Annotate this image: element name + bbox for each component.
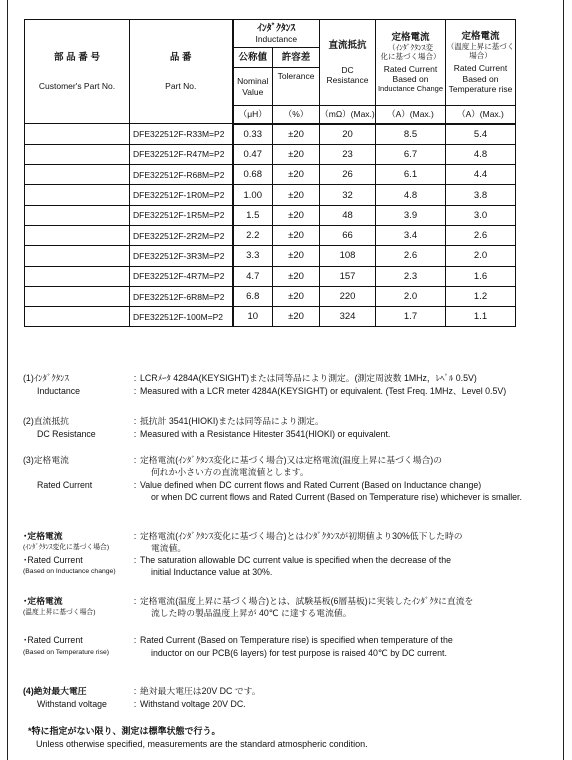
rc2-unit: （A）(Max.) xyxy=(446,106,516,124)
rc2-cell: 5.4 xyxy=(446,124,516,145)
customer-part-header: 部 品 番 号 Customer's Part No. xyxy=(25,20,130,124)
tolerance-cell: ±20 xyxy=(273,205,320,225)
dcr-cell: 220 xyxy=(320,286,376,306)
customer-part-cell xyxy=(25,307,130,327)
table-row xyxy=(25,144,516,164)
rc2-cell: 2.6 xyxy=(446,225,516,245)
customer-part-cell xyxy=(25,266,130,286)
rc1-cell: 2.6 xyxy=(376,246,446,266)
tolerance-cell: ±20 xyxy=(273,246,320,266)
footer-note: *特に指定がない限り、測定は標準状態で行う。 Unless otherwise specified, measurements are the standard atmospheric condition. xyxy=(28,726,368,749)
part-no-cell: DFE322512F-6R8M=P2 xyxy=(130,286,233,306)
dcr-cell: 324 xyxy=(320,307,376,327)
customer-part-cell xyxy=(25,185,130,205)
nominal-cell: 6.8 xyxy=(233,286,273,306)
nominal-cell: 1.00 xyxy=(233,185,273,205)
tolerance-jp-header: 許容差 xyxy=(273,48,320,68)
nominal-cell: 4.7 xyxy=(233,266,273,286)
spec-table xyxy=(24,19,516,327)
rc1-unit: （A）(Max.) xyxy=(376,106,446,124)
rated-current-inductance-header: 定格電流 （ｲﾝﾀﾞｸﾀﾝｽ変 化に基づく場合） Rated Current Based on Inductance Change xyxy=(376,20,446,106)
rc2-cell: 2.0 xyxy=(446,246,516,266)
customer-part-cell xyxy=(25,144,130,164)
nominal-en-header: Nominal Value xyxy=(233,68,273,106)
part-no-cell: DFE322512F-2R2M=P2 xyxy=(130,225,233,245)
rc2-cell: 3.0 xyxy=(446,205,516,225)
customer-part-cell xyxy=(25,286,130,306)
dcr-cell: 66 xyxy=(320,225,376,245)
customer-part-cell xyxy=(25,225,130,245)
rc1-cell: 3.4 xyxy=(376,225,446,245)
nominal-cell: 0.33 xyxy=(233,124,273,145)
part-no-cell: DFE322512F-R33M=P2 xyxy=(130,124,233,145)
rc2-cell: 4.4 xyxy=(446,165,516,185)
customer-part-cell xyxy=(25,205,130,225)
table-row xyxy=(25,307,516,327)
rc2-cell: 1.2 xyxy=(446,286,516,306)
rc1-cell: 6.7 xyxy=(376,144,446,164)
dcr-cell: 157 xyxy=(320,266,376,286)
customer-part-cell xyxy=(25,246,130,266)
nominal-cell: 3.3 xyxy=(233,246,273,266)
table-row xyxy=(25,165,516,185)
table-row xyxy=(25,124,516,145)
dcr-cell: 48 xyxy=(320,205,376,225)
part-no-cell: DFE322512F-R68M=P2 xyxy=(130,165,233,185)
spec-table-body xyxy=(25,124,516,327)
inductance-header: ｲﾝﾀﾞｸﾀﾝｽ Inductance xyxy=(233,20,320,48)
spec-table-header xyxy=(25,20,516,124)
nominal-unit: （μH） xyxy=(233,106,273,124)
table-row xyxy=(25,286,516,306)
table-row xyxy=(25,266,516,286)
tolerance-cell: ±20 xyxy=(273,165,320,185)
table-row xyxy=(25,205,516,225)
dcr-cell: 23 xyxy=(320,144,376,164)
table-row xyxy=(25,185,516,205)
rc1-cell: 2.0 xyxy=(376,286,446,306)
rc1-cell: 6.1 xyxy=(376,165,446,185)
tolerance-cell: ±20 xyxy=(273,286,320,306)
table-row xyxy=(25,246,516,266)
tolerance-cell: ±20 xyxy=(273,266,320,286)
customer-part-cell xyxy=(25,165,130,185)
rc2-cell: 4.8 xyxy=(446,144,516,164)
tolerance-cell: ±20 xyxy=(273,124,320,145)
part-no-cell: DFE322512F-100M=P2 xyxy=(130,307,233,327)
part-no-cell: DFE322512F-1R5M=P2 xyxy=(130,205,233,225)
rc2-cell: 1.1 xyxy=(446,307,516,327)
rc1-cell: 1.7 xyxy=(376,307,446,327)
tolerance-cell: ±20 xyxy=(273,225,320,245)
rc2-cell: 3.8 xyxy=(446,185,516,205)
nominal-cell: 10 xyxy=(233,307,273,327)
dc-resistance-header: 直流抵抗 DC Resistance xyxy=(320,20,376,106)
tolerance-cell: ±20 xyxy=(273,144,320,164)
dcr-cell: 108 xyxy=(320,246,376,266)
rc1-cell: 8.5 xyxy=(376,124,446,145)
part-no-cell: DFE322512F-1R0M=P2 xyxy=(130,185,233,205)
nominal-jp-header: 公称値 xyxy=(233,48,273,68)
part-no-cell: DFE322512F-R47M=P2 xyxy=(130,144,233,164)
dcr-cell: 26 xyxy=(320,165,376,185)
tolerance-unit: （%） xyxy=(273,106,320,124)
nominal-cell: 0.47 xyxy=(233,144,273,164)
rc1-cell: 3.9 xyxy=(376,205,446,225)
nominal-cell: 2.2 xyxy=(233,225,273,245)
tolerance-en-header: Tolerance xyxy=(273,68,320,106)
tolerance-cell: ±20 xyxy=(273,185,320,205)
part-no-cell: DFE322512F-3R3M=P2 xyxy=(130,246,233,266)
customer-part-cell xyxy=(25,124,130,145)
rc2-cell: 1.6 xyxy=(446,266,516,286)
nominal-cell: 0.68 xyxy=(233,165,273,185)
dcr-cell: 32 xyxy=(320,185,376,205)
part-no-cell: DFE322512F-4R7M=P2 xyxy=(130,266,233,286)
part-no-header: 品 番 Part No. xyxy=(130,20,233,124)
rated-current-temperature-header: 定格電流 （温度上昇に基づく 場合） Rated Current Based on Temperature rise xyxy=(446,20,516,106)
nominal-cell: 1.5 xyxy=(233,205,273,225)
rc1-cell: 4.8 xyxy=(376,185,446,205)
tolerance-cell: ±20 xyxy=(273,307,320,327)
table-row xyxy=(25,225,516,245)
rc1-cell: 2.3 xyxy=(376,266,446,286)
dcr-unit: （mΩ）(Max.) xyxy=(320,106,376,124)
dcr-cell: 20 xyxy=(320,124,376,145)
